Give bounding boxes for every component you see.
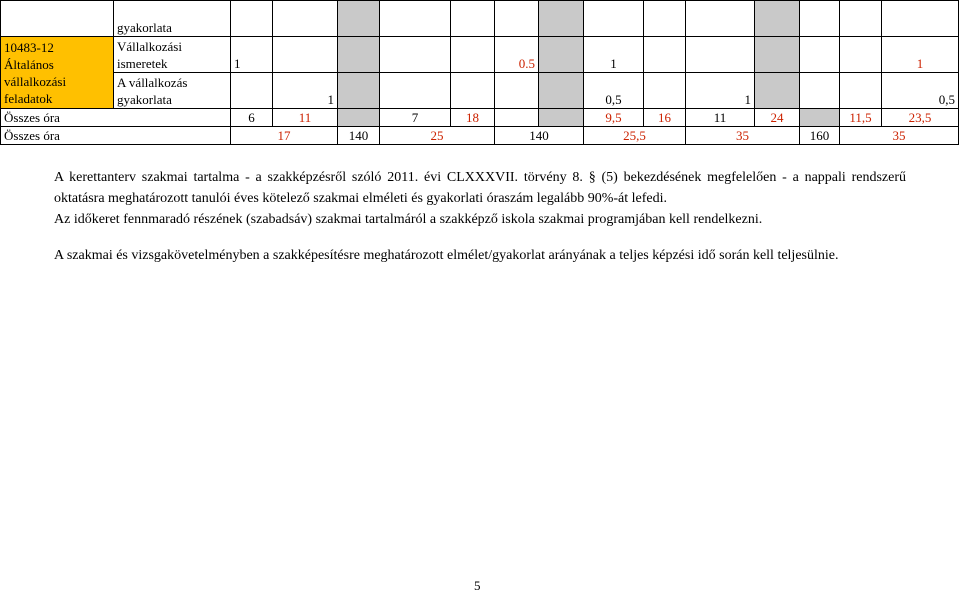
total-value: 9,5 [584, 109, 644, 127]
subject-cell [114, 73, 231, 109]
total-value: 160 [800, 127, 840, 145]
subject-cell [114, 37, 231, 73]
row0-label: gyakorlata [114, 1, 231, 37]
cell-value: 1 [584, 37, 644, 73]
total-value: 35 [686, 127, 800, 145]
cell-value: 1 [273, 73, 338, 109]
cell-value: 0.5 [495, 37, 539, 73]
empty-cell [1, 1, 114, 37]
total-label: Összes óra [1, 127, 231, 145]
total-value: 25 [380, 127, 495, 145]
table-row [1, 127, 959, 145]
table-row [1, 1, 959, 37]
total-value: 6 [231, 109, 273, 127]
module-code: 10483-12 [4, 40, 54, 55]
total-value: 24 [755, 109, 800, 127]
module-title-1: Általános [4, 57, 54, 72]
subject-2-line-2: gyakorlata [117, 92, 172, 107]
total-value: 11 [686, 109, 755, 127]
total-value: 11,5 [840, 109, 882, 127]
table-row [1, 109, 959, 127]
paragraph-text: A kerettanterv szakmai tartalma - a szakképzésről szóló 2011. évi CLXXXVII. törvény 8. § (5) bekezdésének megfelelően - a nappali rendszerű oktatásra meghatározott tanulói éves kötelező szakmai elméleti és gyakorlati óraszám legalább 90%-át lefedi. [54, 170, 906, 206]
subject-1-line-2: ismeretek [117, 56, 168, 71]
body-paragraph [54, 245, 906, 266]
paragraph-text: Az időkeret fennmaradó részének (szabadsáv) szakmai tartalmáról a szakképző iskola szakmai programjában kell rendelkezni. [54, 212, 763, 227]
table-row [1, 37, 959, 73]
total-value: 140 [338, 127, 380, 145]
cell-value: 0,5 [584, 73, 644, 109]
total-value: 7 [380, 109, 451, 127]
subject-2-line-1: A vállalkozás [117, 75, 188, 90]
total-value: 11 [273, 109, 338, 127]
total-value: 140 [495, 127, 584, 145]
total-value: 17 [231, 127, 338, 145]
cell-value: 1 [231, 37, 273, 73]
total-value: 23,5 [882, 109, 959, 127]
page-number: 5 [474, 578, 481, 593]
total-value: 18 [451, 109, 495, 127]
subject-1-line-1: Vállalkozási [117, 39, 182, 54]
total-label: Összes óra [1, 109, 231, 127]
module-cell [1, 37, 114, 109]
curriculum-table [0, 0, 958, 145]
total-value: 25,5 [584, 127, 686, 145]
table-row [1, 73, 959, 109]
cell-value: 0,5 [882, 73, 959, 109]
paragraph-text: A szakmai és vizsgakövetelményben a szakképesítésre meghatározott elmélet/gyakorlat arányának a teljes képzési idő során kell teljesülnie. [54, 248, 839, 263]
total-value: 16 [644, 109, 686, 127]
module-title-3: feladatok [4, 91, 53, 106]
cell-value: 1 [686, 73, 755, 109]
body-paragraph [54, 167, 906, 230]
total-value: 35 [840, 127, 959, 145]
cell-value: 1 [882, 37, 959, 73]
module-title-2: vállalkozási [4, 74, 67, 89]
hours-table [0, 0, 959, 145]
